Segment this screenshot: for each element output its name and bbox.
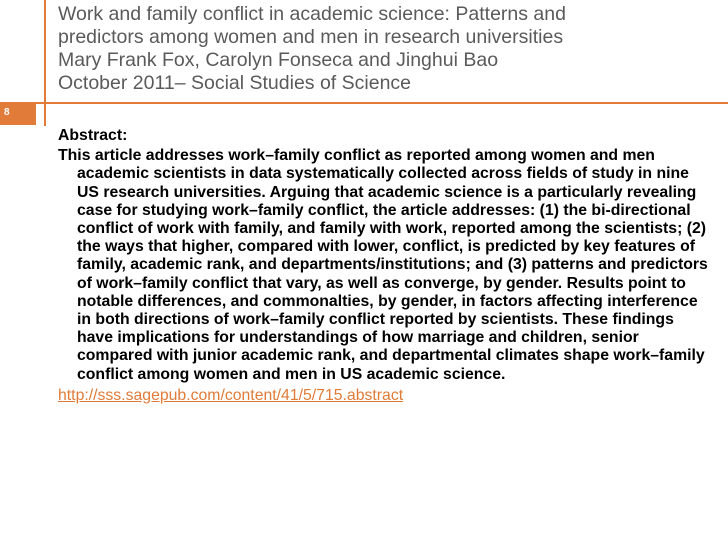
title-line-3: Mary Frank Fox, Carolyn Fonseca and Jinghui Bao bbox=[58, 49, 499, 71]
title-line-2: predictors among women and men in research universities bbox=[58, 26, 564, 48]
abstract-heading: Abstract: bbox=[58, 127, 128, 144]
title-line-4: October 2011– Social Studies of Science bbox=[58, 72, 412, 94]
vertical-divider bbox=[44, 0, 46, 126]
slide-title bbox=[58, 3, 718, 95]
horizontal-divider bbox=[0, 102, 728, 104]
title-line-1: Work and family conflict in academic science: Patterns and bbox=[58, 3, 566, 25]
abstract-text: This article addresses work–family conflict as reported among women and men academic scientists in data systematically collected across fields of study in nine US research universities. Arguing that academic science is a particularly revealing case for studying work–family conflict, the article addresses: (1) the bi-directional conflict of work with family, and family with work, reported among the scientists; (2) the ways that higher, compared with lower, conflict, is predicted by key features of family, academic rank, and departments/institutions; and (3) patterns and predictors of work–family conflict that vary, as well as converge, by gender. Results point to notable differences, and commonalties, by gender, in factors affecting interference in both directions of work–family conflict reported by scientists. These findings have implications for understandings of how marriage and children, senior compared with junior academic rank, and departmental climates shape work–family conflict among women and men in US academic science. bbox=[58, 147, 708, 383]
slide-body bbox=[58, 127, 708, 405]
slide-number-badge: 8 bbox=[0, 104, 36, 125]
abstract-link[interactable]: http://sss.sagepub.com/content/41/5/715.abstract bbox=[58, 386, 404, 404]
